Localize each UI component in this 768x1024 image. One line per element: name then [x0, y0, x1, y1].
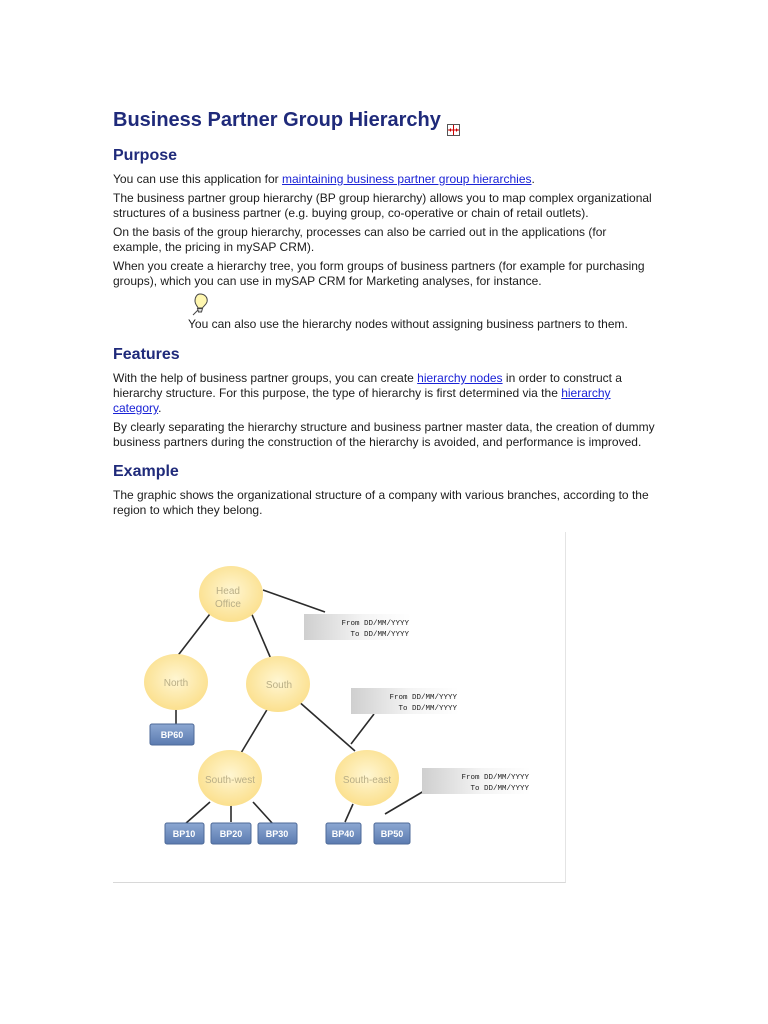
- south-west-label: South-west: [204, 775, 256, 786]
- bp50-label: BP50: [380, 829, 404, 839]
- features-p1-mid: in order to construct a hierarchy structure. For this purpose, the type of hierarchy is first determined via the: [113, 371, 622, 400]
- line-head-south: [250, 610, 271, 659]
- bp40-label: BP40: [331, 829, 355, 839]
- features-p1-post: .: [158, 401, 162, 415]
- bp20-label: BP20: [219, 829, 243, 839]
- head-office-label-1: Head: [216, 586, 240, 597]
- features-p1-pre: With the help of business partner groups, you can create: [113, 371, 418, 385]
- line-southeast-validity: [351, 714, 374, 744]
- validity-box-1: [304, 614, 411, 640]
- purpose-p1-pre: You can use this application for: [113, 172, 283, 186]
- validity-1-from: From DD/MM/YYYY: [341, 620, 409, 628]
- line-sw-bp30: [253, 802, 273, 824]
- org-node-north: [144, 654, 208, 710]
- bp60-label: BP60: [160, 730, 184, 740]
- validity-2-to: To DD/MM/YYYY: [398, 705, 457, 713]
- features-paragraph-2: By clearly separating the hierarchy structure and business partner master data, the creation of dummy business partners during the construction of the hierarchy is avoided, and performance is improved.: [113, 420, 655, 449]
- tip-note: [113, 293, 658, 333]
- bp-box-bp60: [150, 724, 194, 745]
- bp-box-bp10: [165, 823, 204, 844]
- south-label: South: [265, 680, 293, 691]
- page-title-text: Business Partner Group Hierarchy: [113, 109, 441, 131]
- validity-3-from: From DD/MM/YYYY: [461, 774, 529, 782]
- features-paragraph-1: [113, 371, 658, 416]
- page-title: [113, 106, 658, 134]
- org-node-south-west: [198, 750, 262, 806]
- purpose-p1-post: .: [531, 172, 535, 186]
- document: [113, 106, 658, 522]
- line-south-southeast: [297, 700, 355, 751]
- hierarchy-category-link[interactable]: hierarchy category: [113, 386, 611, 415]
- bp-box-bp30: [258, 823, 297, 844]
- purpose-paragraph-4: When you create a hierarchy tree, you form groups of business partners (for example for purchasing groups), which you can use in mySAP CRM for Marketing analyses, for instance.: [113, 259, 645, 288]
- validity-3-to: To DD/MM/YYYY: [470, 785, 529, 793]
- bp-box-bp40: [326, 823, 361, 844]
- validity-1-to: To DD/MM/YYYY: [350, 631, 409, 639]
- tip-note-text: You can also use the hierarchy nodes without assigning business partners to them.: [188, 317, 628, 331]
- org-node-head-office: [199, 566, 263, 622]
- features-heading: Features: [113, 346, 180, 363]
- example-paragraph-1: The graphic shows the organizational structure of a company with various branches, according to the region to which they belong.: [113, 488, 649, 517]
- hierarchy-nodes-link[interactable]: hierarchy nodes: [417, 371, 503, 385]
- purpose-paragraph-1: [113, 172, 658, 187]
- south-east-label: South-east: [342, 775, 392, 786]
- purpose-paragraph-2: The business partner group hierarchy (BP group hierarchy) allows you to map complex organizational structures of a business partner (e.g. buying group, co-operative or chain of retail outlets).: [113, 191, 652, 220]
- maintaining-hierarchies-link[interactable]: maintaining business partner group hierarchies: [282, 172, 532, 186]
- line-se-bp40: [345, 804, 353, 822]
- line-sw-bp10: [185, 802, 210, 824]
- validity-box-2: [351, 688, 459, 714]
- purpose-paragraph-3: On the basis of the group hierarchy, processes can also be carried out in the applications (for example, the pricing in mySAP CRM).: [113, 225, 607, 254]
- validity-2-from: From DD/MM/YYYY: [389, 694, 457, 702]
- north-label: North: [163, 678, 189, 689]
- head-office-label-2: Office: [215, 599, 241, 610]
- bp-box-bp50: [374, 823, 410, 844]
- validity-box-3: [422, 768, 531, 794]
- org-node-south: [246, 656, 310, 712]
- bp10-label: BP10: [172, 829, 196, 839]
- org-node-south-east: [335, 750, 399, 806]
- purpose-heading: Purpose: [113, 147, 178, 164]
- hierarchy-diagram-svg: [113, 532, 565, 882]
- line-head-validity: [263, 590, 325, 612]
- line-south-southwest: [241, 708, 268, 753]
- line-head-north: [176, 610, 213, 658]
- expand-icon[interactable]: [447, 116, 460, 128]
- example-heading: Example: [113, 463, 179, 480]
- bp30-label: BP30: [265, 829, 289, 839]
- hierarchy-diagram: [113, 532, 566, 883]
- bp-box-bp20: [211, 823, 251, 844]
